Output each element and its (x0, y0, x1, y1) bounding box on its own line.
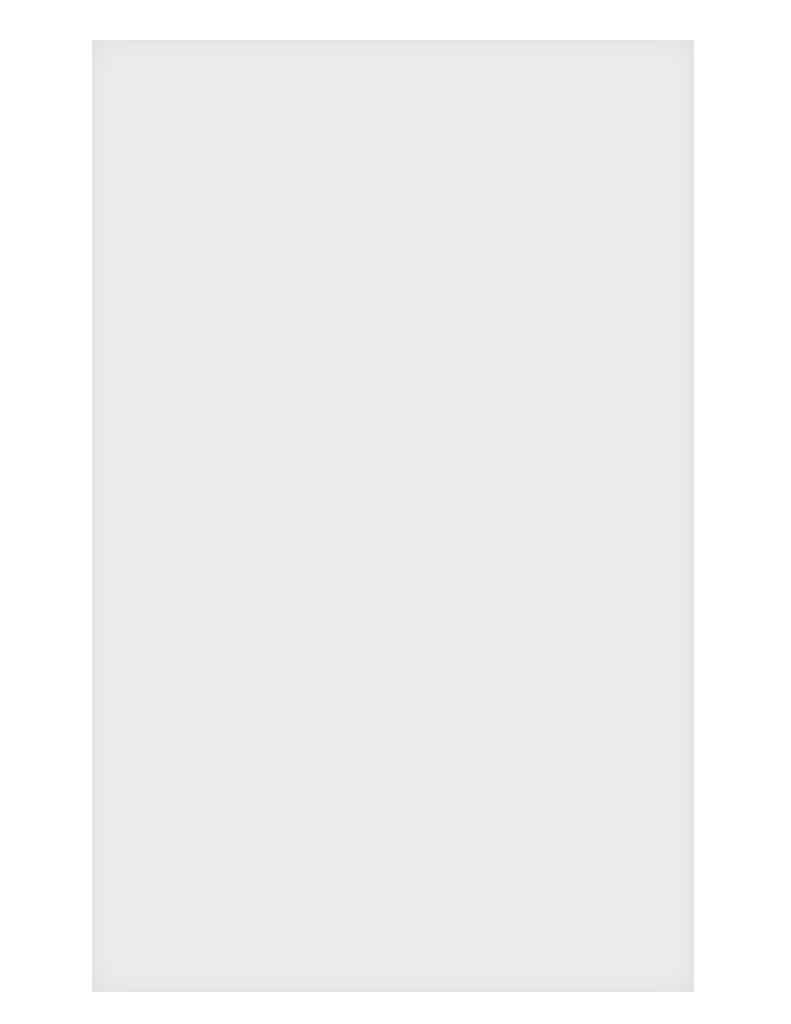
document-page (92, 40, 694, 992)
wavy-divider (392, 170, 412, 940)
